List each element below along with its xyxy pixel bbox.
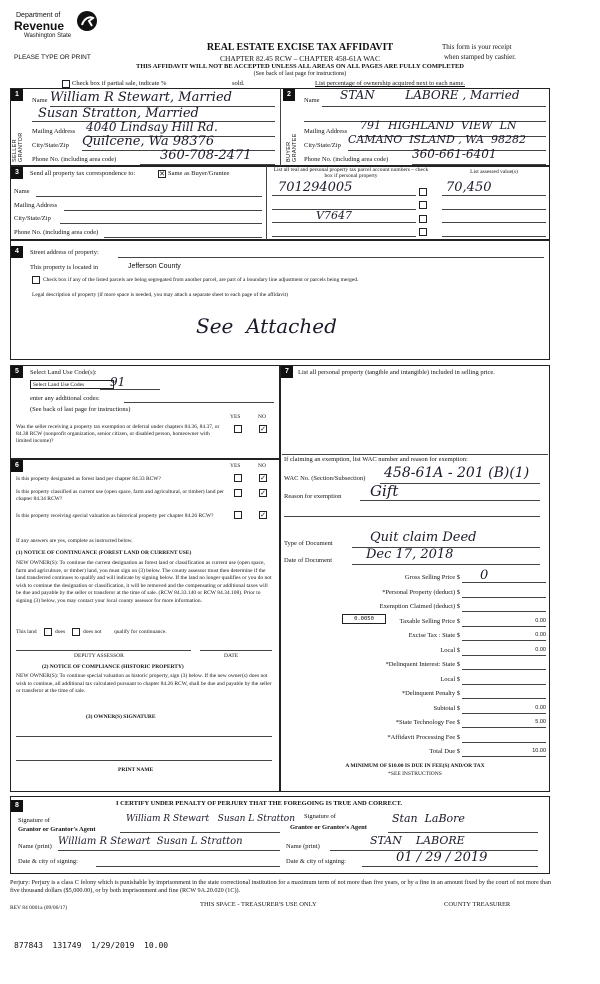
- land-use-code-value[interactable]: 91: [110, 375, 126, 389]
- tax-row-label: Local $: [440, 646, 460, 654]
- s6-if-yes: If any answers are yes, complete as instructed below.: [16, 538, 133, 544]
- receipt-line1: This form is your receipt: [442, 43, 512, 51]
- s6-q1-yes-checkbox[interactable]: [234, 474, 242, 482]
- owner-signature-label: (3) OWNER(S) SIGNATURE: [86, 714, 156, 720]
- grantee-signature[interactable]: Stan LaBore: [392, 812, 465, 825]
- see-back: (See back of last page for instructions): [253, 71, 347, 77]
- notice2-title: (2) NOTICE OF COMPLIANCE (HISTORIC PROPERTY): [42, 664, 184, 670]
- legal-description-value[interactable]: See Attached: [196, 314, 337, 338]
- tax-row-value[interactable]: 0.00: [535, 617, 546, 624]
- section-7-marker: 7: [281, 366, 293, 378]
- seller-phone-label: Phone No. (including area code): [32, 156, 117, 163]
- notice1-title: (1) NOTICE OF CONTINUANCE (FOREST LAND OR CURRENT USE): [16, 550, 192, 556]
- s6-no-header: NO: [258, 463, 266, 469]
- located-label: This property is located in: [30, 264, 99, 271]
- deputy-date-label: DATE: [224, 653, 239, 659]
- ownership-note: List percentage of ownership acquired next to each name.: [315, 80, 465, 87]
- section-4-box: [10, 240, 550, 360]
- seller-city-value[interactable]: Quilcene, Wa 98376: [82, 134, 215, 149]
- form-title: REAL ESTATE EXCISE TAX AFFIDAVIT: [206, 42, 394, 53]
- additional-codes-label: enter any additional codes:: [30, 395, 100, 402]
- seller-name-value[interactable]: William R Stewart, Married: [50, 90, 232, 105]
- this-land-label: This land: [16, 629, 37, 635]
- grantor-date-city-label: Date & city of signing:: [18, 858, 78, 865]
- doc-type-label: Type of Document: [284, 540, 333, 547]
- tax-row-label: Total Due $: [429, 748, 460, 755]
- tax-row-label: *Delinquent Interest: State $: [385, 661, 460, 668]
- parcel-3-personal-checkbox[interactable]: [419, 215, 427, 223]
- partial-sale-label: Check box if partial sale, indicate %: [72, 80, 167, 87]
- county-treasurer: COUNTY TREASURER: [444, 901, 511, 908]
- same-as-buyer-checkbox[interactable]: ✕: [159, 170, 165, 178]
- reason-value[interactable]: Gift: [370, 482, 399, 500]
- s6-q2-no-checkbox[interactable]: ✓: [260, 489, 266, 497]
- land-use-dropdown[interactable]: Select Land Use Codes: [30, 380, 114, 389]
- section-3-marker: 3: [11, 167, 23, 179]
- notice2-body: NEW OWNER(S): To continue special valuation as historic property, sign (3) below. If the new owner(s) does not wish to continue, all additional tax calculated pursuant to chapter 84.26 RCW, shall be due and payable by the seller or transferor at the time of sale.: [16, 673, 272, 695]
- grantee-print-value[interactable]: STAN LABORE: [370, 834, 465, 847]
- notice1-body: NEW OWNER(S): To continue the current designation as forest land or classification as current use (open space, farm and agriculture, or timber) land, you must sign on (3) below. The county assessor must then determine if the land transferred continues to qualify and will indicate by signing below. If the land no longer qualifies or you do not wish to continue the designation or classification, it will be removed and the compensating or additional taxes will be due and payable by the seller or transferor at the time of sale. (RCW 84.33.140 or RCW 84.34.108). Prior to signing (3) below, you may contact your local county assessor for more information.: [16, 560, 272, 604]
- s6-yes-header: YES: [230, 463, 241, 469]
- section-4-marker: 4: [11, 246, 23, 258]
- certify-statement: I CERTIFY UNDER PENALTY OF PERJURY THAT THE FOREGOING IS TRUE AND CORRECT.: [116, 800, 403, 807]
- does-not-label: does not: [83, 629, 102, 635]
- buyer-side-label: BUYER GRANTEE: [286, 133, 298, 162]
- tax-row-value[interactable]: 0.00: [535, 646, 546, 653]
- select-land-use-label: Select Land Use Code(s):: [30, 369, 97, 376]
- segregated-label: Check box if any of the listed parcels are being segregated from another parcel, are part of a boundary line adjustment or parcels being merged.: [43, 277, 359, 283]
- seller-side-label: SELLER GRANTOR: [12, 132, 24, 162]
- send-correspondence-label: Send all property tax correspondence to:: [30, 170, 136, 177]
- doc-type-value[interactable]: Quit claim Deed: [370, 530, 477, 545]
- seller-address-value[interactable]: 4040 Lindsay Hill Rd.: [86, 120, 218, 134]
- wac-value[interactable]: 458-61A - 201 (B)(1): [384, 465, 530, 481]
- sold-label: sold.: [232, 80, 245, 87]
- please-type: PLEASE TYPE OR PRINT: [14, 54, 91, 61]
- grantee-date-value[interactable]: 01 / 29 / 2019: [396, 850, 488, 865]
- partial-sale-checkbox[interactable]: [62, 80, 70, 88]
- s3-name-label: Name: [14, 188, 30, 195]
- tax-row-label: Subtotal $: [433, 704, 460, 712]
- section-2-marker: 2: [283, 89, 295, 101]
- does-not-checkbox[interactable]: [72, 628, 80, 636]
- tax-row-label: Gross Selling Price $: [404, 574, 460, 581]
- buyer-phone-label: Phone No. (including area code): [304, 156, 389, 163]
- s3-address-label: Mailing Address: [14, 202, 58, 209]
- tax-row-label: *State Technology Fee $: [395, 719, 460, 726]
- wac-intro: If claiming an exemption, list WAC number and reason for exemption:: [284, 456, 468, 463]
- does-label: does: [55, 629, 66, 635]
- receipt-line2: when stamped by cashier.: [444, 53, 516, 61]
- buyer-city-label: City/State/Zip: [304, 142, 341, 149]
- grantee-sig-of: Signature of: [304, 813, 336, 820]
- tax-row-value[interactable]: 0.00: [535, 632, 546, 638]
- cashier-stamp: 877843 131749 1/29/2019 10.00: [14, 941, 169, 950]
- grantee-date-city-label: Date & city of signing:: [286, 858, 346, 865]
- buyer-address-value[interactable]: 791 HIGHLAND VIEW LN: [360, 119, 517, 132]
- logo-line1: Department of: [16, 12, 61, 19]
- s6-question-1: Is this property designated as forest land per chapter 84.33 RCW?: [16, 476, 161, 482]
- doc-date-value[interactable]: Dec 17, 2018: [366, 547, 454, 562]
- section-5-marker: 5: [11, 366, 23, 378]
- s6-q3-yes-checkbox[interactable]: [234, 511, 242, 519]
- see-instructions: *SEE INSTRUCTIONS: [388, 771, 442, 777]
- rev-number: REV 84 0001a (09/06/17): [10, 905, 68, 911]
- grantor-print-value[interactable]: William R Stewart Susan L Stratton: [58, 836, 243, 847]
- s5-q1-no-checkbox[interactable]: ✓: [260, 425, 266, 433]
- s6-q3-no-checkbox[interactable]: ✓: [260, 511, 266, 519]
- local-rate-box: 0.0050: [342, 614, 386, 624]
- dor-logo: [14, 10, 104, 44]
- s5-q1-yes-checkbox[interactable]: [234, 425, 242, 433]
- form-subtitle: CHAPTER 82.45 RCW – CHAPTER 458-61A WAC: [220, 54, 380, 63]
- seller-phone-value[interactable]: 360-708-2471: [160, 148, 252, 163]
- buyer-name-label: Name: [304, 97, 320, 104]
- same-as-buyer-label: Same as Buyer/Grantee: [168, 170, 230, 177]
- logo-emblem-icon: [76, 10, 98, 32]
- county-value: Jefferson County: [128, 263, 181, 270]
- tax-row-label: *Affidavit Processing Fee $: [387, 733, 460, 741]
- s3-city-label: City/State/Zip: [14, 215, 51, 222]
- wac-label: WAC No. (Section/Subsection): [284, 475, 366, 482]
- grantor-signature[interactable]: William R Stewart Susan L Stratton: [126, 814, 296, 824]
- does-checkbox[interactable]: [44, 628, 52, 636]
- buyer-address-label: Mailing Address: [304, 128, 348, 135]
- qualify-label: qualify for continuance.: [114, 629, 167, 635]
- parcel-header: List all real and personal property tax parcel account numbers – check box if personal property: [273, 167, 429, 179]
- grantor-sig-of: Signature of: [18, 817, 50, 824]
- assessed-header: List assessed value(s): [470, 169, 518, 175]
- doc-date-label: Date of Document: [284, 557, 333, 564]
- tax-row-value[interactable]: 0: [480, 568, 489, 583]
- parcel-2-personal-checkbox[interactable]: [419, 201, 427, 209]
- s5-see-back: (See back of last page for instructions): [30, 406, 131, 413]
- s5-yes-header: YES: [230, 414, 241, 420]
- section-6-marker: 6: [11, 460, 23, 472]
- tax-row-value[interactable]: 10.00: [532, 748, 546, 754]
- assessed-1-value[interactable]: 70,450: [446, 180, 492, 195]
- section-1-marker: 1: [11, 89, 23, 101]
- seller-name-label: Name: [32, 97, 48, 104]
- parcel-2-value[interactable]: V7647: [316, 209, 352, 222]
- tax-row-label: *Delinquent Penalty $: [401, 690, 460, 697]
- section-6-box: [10, 459, 280, 792]
- buyer-city-value[interactable]: CAMANO ISLAND , WA 98282: [348, 133, 526, 146]
- s6-question-3: Is this property receiving special valuation as historical property per chapter 84.26 RCW?: [16, 513, 214, 519]
- minimum-fee-note: A MINIMUM OF $10.00 IS DUE IN FEE(S) AND/OR TAX: [345, 763, 485, 769]
- tax-row-label: Taxable Selling Price $: [399, 617, 460, 625]
- tax-row-label: Excise Tax : State $: [408, 632, 460, 639]
- tax-row-label: Local $: [440, 675, 460, 683]
- segregated-checkbox[interactable]: [32, 276, 40, 284]
- tax-row-label: Exemption Claimed (deduct) $: [379, 603, 460, 610]
- legal-description-label: Legal description of property (if more space is needed, you may attach a separate sheet to each page of the affidavit): [32, 292, 288, 298]
- seller-name-value2[interactable]: Susan Stratton, Married: [38, 106, 199, 121]
- seller-city-label: City/State/Zip: [32, 142, 69, 149]
- s5-question-1: Was the seller receiving a property tax exemption or deferral under chapters 84.36, 84.37, or 84.38 RCW (nonprofit organization, senior citizen, or disabled person, homeowner with limited income)?: [16, 424, 220, 444]
- grantee-print-label: Name (print): [286, 843, 320, 850]
- logo-line2: Revenue: [14, 19, 65, 33]
- grantor-agent-label: Grantor or Grantor's Agent: [18, 826, 96, 833]
- deputy-assessor-label: DEPUTY ASSESSOR: [74, 653, 124, 659]
- grantor-print-label: Name (print): [18, 843, 52, 850]
- reason-label: Reason for exemption: [284, 493, 342, 500]
- buyer-phone-value[interactable]: 360-661-6401: [412, 147, 497, 161]
- personal-property-label: List all personal property (tangible and intangible) included in selling price.: [298, 369, 495, 376]
- s6-q1-no-checkbox[interactable]: ✓: [260, 474, 266, 482]
- print-name-label: PRINT NAME: [118, 767, 154, 773]
- s6-question-2: Is this property classified as current use (open space, farm and agricultural, or timber) land per chapter 84.34 RCW?: [16, 489, 224, 502]
- treasurer-space: THIS SPACE - TREASURER'S USE ONLY: [200, 901, 317, 908]
- s6-q2-yes-checkbox[interactable]: [234, 489, 242, 497]
- tax-row-label: *Personal Property (deduct) $: [382, 588, 460, 596]
- perjury-notice: Perjury: Perjury is a class C felony which is punishable by imprisonment in the state correctional institution for a maximum term of not more than five years, or by a fine in an amount fixed by the court of not more than five thousand dollars ($5,000.00), or by both imprisonment and fine (RCW 9A.20.020 (1C)).: [10, 879, 551, 894]
- seller-address-label: Mailing Address: [32, 128, 76, 135]
- tax-row-value[interactable]: 0.00: [535, 704, 546, 711]
- street-address-label: Street address of property:: [30, 249, 99, 256]
- warning-text: THIS AFFIDAVIT WILL NOT BE ACCEPTED UNLESS ALL AREAS ON ALL PAGES ARE FULLY COMPLETED: [136, 63, 464, 70]
- buyer-name-value[interactable]: STAN LABORE , Married: [340, 88, 520, 102]
- grantee-agent-label: Grantee or Grantee's Agent: [290, 824, 367, 831]
- tax-row-value[interactable]: 5.00: [535, 719, 546, 725]
- parcel-4-personal-checkbox[interactable]: [419, 228, 427, 236]
- s3-phone-label: Phone No. (including area code): [14, 229, 99, 236]
- parcel-1-value[interactable]: 701294005: [278, 180, 353, 195]
- parcel-1-personal-checkbox[interactable]: [419, 188, 427, 196]
- logo-line3: Washington State: [24, 33, 72, 39]
- section-8-marker: 8: [11, 800, 23, 812]
- s5-no-header: NO: [258, 414, 266, 420]
